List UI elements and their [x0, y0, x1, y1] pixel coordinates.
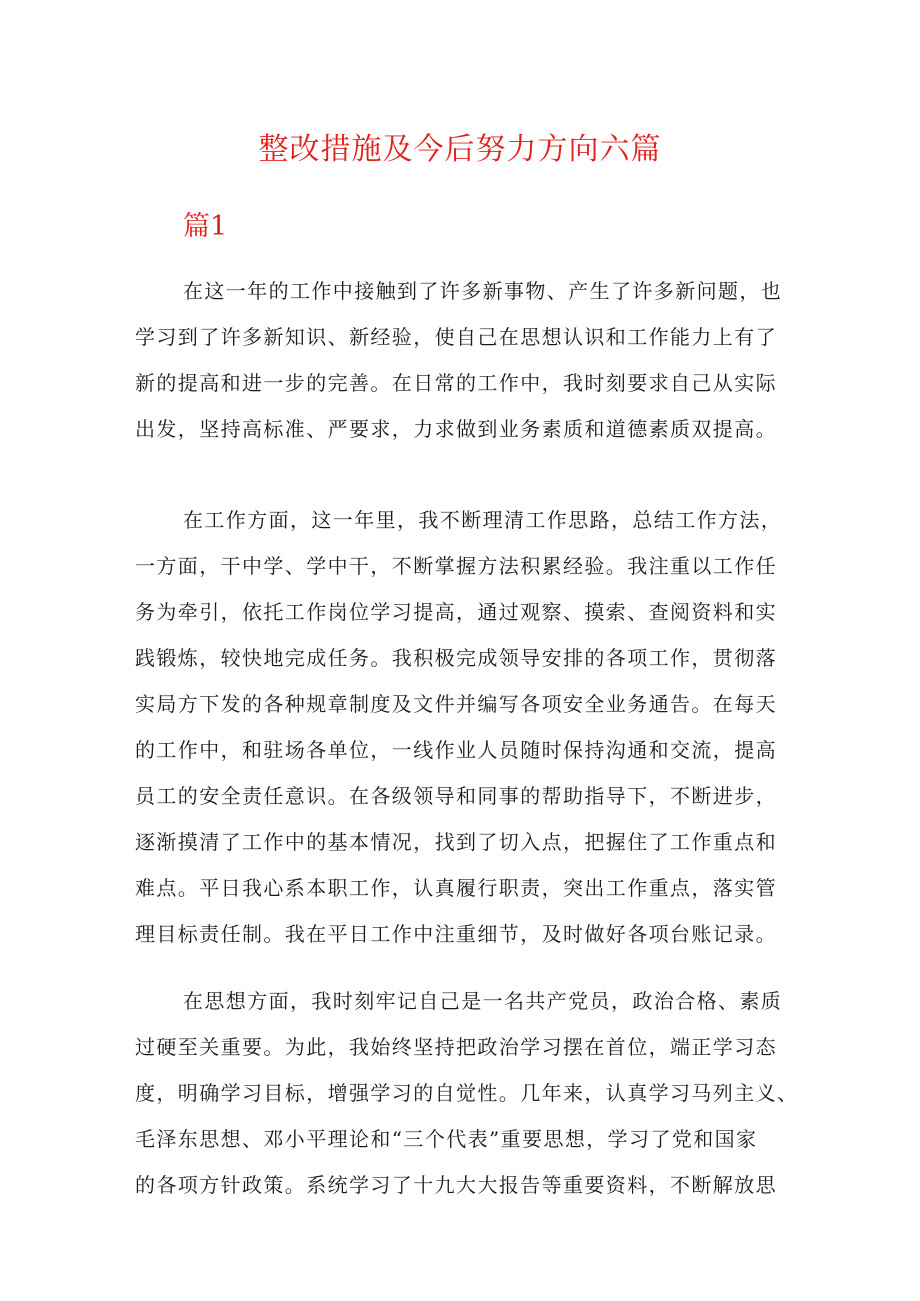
paragraph-line: 实局方下发的各种规章制度及文件并编写各项安全业务通告。在每天	[135, 692, 777, 716]
paragraph-line: 的工作中，和驻场各单位，一线作业人员随时保持沟通和交流，提高	[135, 738, 777, 762]
paragraph-line: 学习到了许多新知识、新经验，使自己在思想认识和工作能力上有了	[135, 325, 777, 349]
paragraph-line: 度，明确学习目标，增强学习的自觉性。几年来，认真学习马列主义、	[135, 1081, 799, 1105]
paragraph-line: 出发，坚持高标准、严要求，力求做到业务素质和道德素质双提高。	[135, 417, 777, 441]
paragraph-line: 过硬至关重要。为此，我始终坚持把政治学习摆在首位，端正学习态	[135, 1035, 777, 1059]
paragraph-line: 一方面，干中学、学中干，不断掌握方法积累经验。我注重以工作任	[135, 554, 777, 578]
paragraph-line: 逐渐摸清了工作中的基本情况，找到了切入点，把握住了工作重点和	[135, 830, 777, 854]
paragraph-line: 新的提高和进一步的完善。在日常的工作中，我时刻要求自己从实际	[135, 371, 777, 395]
paragraph-line: 员工的安全责任意识。在各级领导和同事的帮助指导下，不断进步，	[135, 784, 777, 808]
paragraph-3	[135, 978, 799, 1208]
document-title: 整改措施及今后努力方向六篇	[258, 132, 662, 167]
paragraph-line: 难点。平日我心系本职工作，认真履行职责，突出工作重点，落实管	[135, 876, 777, 900]
paragraph-line: 在工作方面，这一年里，我不断理清工作思路，总结工作方法，	[183, 508, 783, 532]
paragraph-line: 理目标责任制。我在平日工作中注重细节，及时做好各项台账记录。	[135, 922, 777, 946]
paragraph-line: 务为牵引，依托工作岗位学习提高，通过观察、摸索、查阅资料和实	[135, 600, 777, 624]
paragraph-line: 践锻炼，较快地完成任务。我积极完成领导安排的各项工作，贯彻落	[135, 646, 777, 670]
paragraph-line: 在思想方面，我时刻牢记自己是一名共产党员，政治合格、素质	[183, 989, 783, 1013]
paragraph-line: 在这一年的工作中接触到了许多新事物、产生了许多新问题，也	[183, 279, 783, 303]
paragraph-2	[135, 497, 795, 957]
paragraph-1	[135, 268, 795, 452]
paragraph-line: 毛泽东思想、邓小平理论和“三个代表”重要思想，学习了党和国家	[135, 1127, 758, 1151]
paragraph-line: 的各项方针政策。系统学习了十九大大报告等重要资料，不断解放思	[135, 1173, 777, 1197]
section-heading: 篇1	[183, 211, 228, 242]
